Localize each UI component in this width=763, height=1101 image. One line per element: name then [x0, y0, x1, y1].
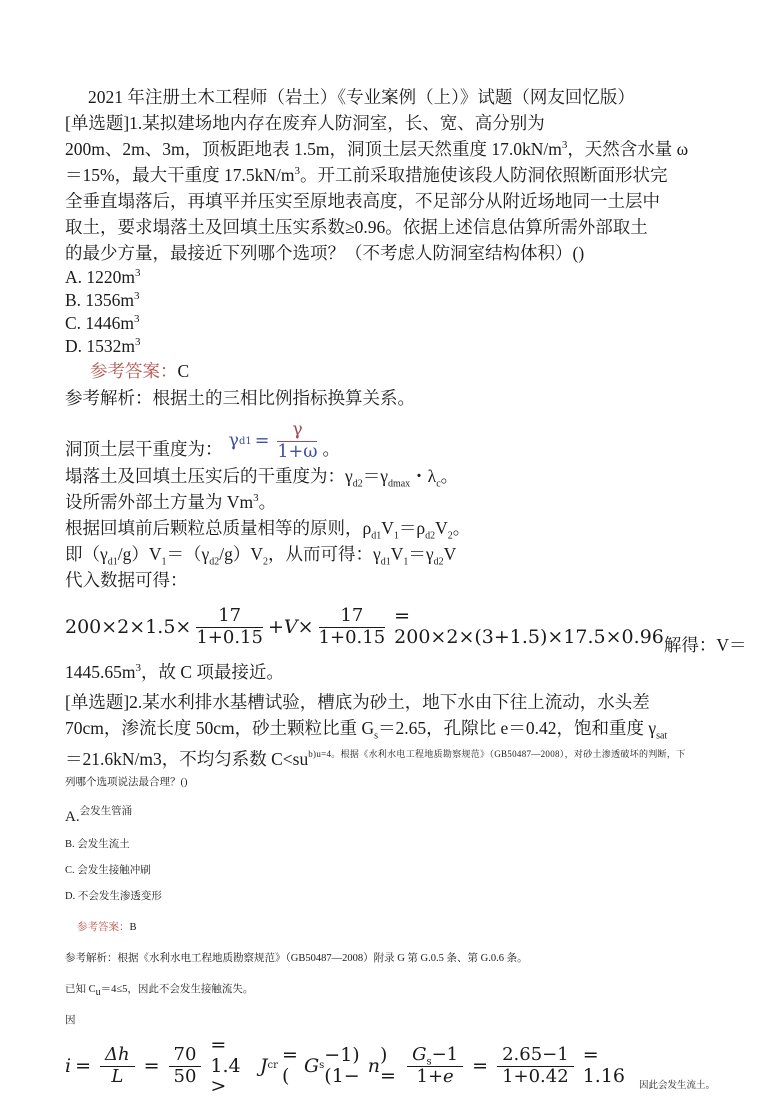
- formula-lead-text: 洞顶土层干重度为：: [65, 439, 223, 459]
- superscript-3: 3: [135, 662, 141, 675]
- equation-conclusion-note: 因此会发生流土。: [638, 1080, 715, 1091]
- q2-analysis-line1: 参考解析：根据《水利水电工程地质勘察规范》（GB50487—2008）附录 G 第 G.0.5 条、第 G.0.6 条。: [65, 953, 528, 964]
- q1-analysis-line2: [65, 463, 715, 489]
- text-run: ＝（γ: [166, 544, 210, 564]
- text-run: 200m、2m、3m，顶板距地表 1.5m，洞顶土层天然重度 17.0kN/m: [65, 139, 562, 159]
- subscript: 1: [393, 530, 399, 542]
- option-text: B. 1356m: [65, 290, 135, 310]
- text-run: ，故 C 项最接近。: [141, 662, 284, 682]
- subscript: d1: [380, 556, 391, 568]
- fraction-numerator: [407, 1043, 463, 1068]
- text-run: ，从而可得：γ: [267, 544, 381, 564]
- q1-option-c: [65, 312, 715, 335]
- q1-analysis-line1: 参考解析：根据土的三相比例指标换算关系。: [65, 388, 415, 408]
- variable-i: i: [65, 1054, 72, 1077]
- option-text: C. 1446m: [65, 313, 135, 333]
- fraction: [407, 1043, 463, 1087]
- fraction: [100, 1043, 135, 1087]
- subscript: 1: [161, 556, 167, 568]
- subscript: sat: [656, 730, 668, 742]
- q2-equation-image: i = $\frac{\Delta h}{L}$ = $\frac{70}{50}$ = 1.4 > J cr = ( G s −1)(1− n ) = $\frac{G_s-1}{1+e}$ = $\frac{2.65-1}{1+0.42}$ = 1.16 因此会发生流土。: [65, 1031, 715, 1101]
- equation-term: = 1.4 >: [210, 1033, 241, 1098]
- q2-option-a: [65, 804, 715, 825]
- q2-stem-line2: [65, 715, 715, 741]
- text-run: /g）V: [219, 544, 263, 564]
- fraction-denominator: [407, 1067, 463, 1087]
- subscript: 2: [262, 556, 268, 568]
- subscript: s: [426, 1056, 432, 1068]
- q2-stem-line4: 列哪个选项说法最合理？(): [65, 777, 188, 788]
- option-text: D. 1532m: [65, 336, 135, 356]
- equals-sign: =: [75, 1054, 91, 1077]
- q1-stem-line4: 全垂直塌落后，再填平并压实至原地表高度，不足部分从附近场地同一土层中: [65, 191, 660, 211]
- variable-j: J: [259, 1054, 268, 1077]
- subscript: d2: [209, 556, 220, 568]
- text-run: 即（γ: [65, 544, 108, 564]
- text-run: ＝ρ: [398, 518, 426, 538]
- superscript-3: 3: [135, 336, 141, 349]
- exam-title: 2021 年注册土木工程师（岩土）《专业案例（上）》试题（网友回忆版）: [88, 87, 635, 107]
- superscript-3: 3: [294, 165, 300, 178]
- text-run: 已知 C: [65, 984, 96, 995]
- fraction-denominator: 1+0.15: [196, 626, 263, 648]
- fraction-numerator: Δh: [100, 1046, 135, 1067]
- equation-term: = 200×2×(3+1.5)×17.5×0.96: [394, 605, 664, 648]
- text-run: 。开工前采取措施使该段人防洞依照断面形状完: [299, 165, 668, 185]
- fraction-numerator: 70: [169, 1046, 202, 1067]
- variable-n: n: [367, 1054, 381, 1077]
- plus-sign: +: [267, 615, 284, 638]
- q1-analysis-line3: [65, 489, 715, 515]
- fraction: [196, 604, 263, 648]
- times-sign: ×: [297, 615, 314, 638]
- q2-stem-line1: [单选题]2.某水利排水基槽试验，槽底为砂土，地下水由下往上流动，水头差: [65, 692, 650, 712]
- q2-option-b: B. 会发生流土: [65, 839, 130, 850]
- q2-option-c: C. 会发生接触冲刷: [65, 865, 151, 876]
- q1-analysis-line4: [65, 515, 715, 541]
- q1-analysis-line6: 代入数据可得：: [65, 570, 188, 590]
- fraction: [277, 421, 317, 461]
- text-run: 设所需外部土方量为 Vm: [65, 492, 254, 512]
- text-run: ＝2.65，孔隙比 e＝0.42，饱和重度 γ: [378, 718, 657, 738]
- superscript-3: 3: [134, 313, 140, 326]
- text-run: 70cm，渗流长度 50cm，砂土颗粒比重 G: [65, 718, 375, 738]
- text-run: V: [443, 544, 457, 564]
- text-run: −1: [431, 1043, 459, 1065]
- q1-stem-line5: 取土，要求塌落土及回填土压实系数≥0.96。依据上述信息估算所需外部取土: [65, 217, 648, 237]
- q2-stem-line3: [65, 741, 715, 772]
- answer-label: 参考答案：: [90, 361, 178, 381]
- fraction-denominator: 1+0.15: [318, 626, 386, 648]
- q1-option-b: [65, 289, 715, 312]
- superscript-3: 3: [134, 290, 140, 303]
- q1-formula-dry-unit-weight: [65, 413, 715, 461]
- q1-stem-line6: 的最少方量，最接近下列哪个选项？（不考虑人防洞室结构体积）(): [65, 243, 585, 263]
- text-run: /g）V: [117, 544, 162, 564]
- q1-analysis-line7: [65, 659, 715, 685]
- variable-v: V: [283, 615, 298, 638]
- text-run: 1445.65m: [65, 662, 136, 682]
- equation-term: −1)(1−: [324, 1044, 360, 1087]
- subscript: 2: [447, 530, 453, 542]
- gamma-symbol: γ: [228, 431, 239, 452]
- q1-option-a: [65, 266, 715, 289]
- text-run: ＝γ: [362, 466, 388, 486]
- fraction-denominator: L: [111, 1065, 124, 1087]
- q1-option-d: [65, 335, 715, 358]
- q2-answer-line: [65, 919, 715, 934]
- subscript: 1: [403, 556, 409, 568]
- solve-result-label: 解得：V＝: [663, 634, 747, 655]
- equation-term: ) =: [380, 1044, 396, 1087]
- text-run: V: [435, 518, 448, 538]
- fraction: [169, 1043, 202, 1087]
- subscript: d1: [371, 530, 382, 542]
- option-letter: A.: [65, 809, 80, 825]
- fraction-numerator: γ: [277, 421, 317, 441]
- q1-stem-line3: [65, 162, 715, 188]
- text-run: V: [390, 544, 404, 564]
- answer-label: 参考答案：: [77, 922, 130, 933]
- subscript: u: [95, 987, 101, 999]
- text-run: ，天然含水量 ω: [567, 139, 689, 159]
- q1-stem-line2: [65, 136, 715, 162]
- answer-value: C: [177, 361, 190, 381]
- variable-e: e: [443, 1065, 454, 1087]
- fraction: [318, 604, 386, 648]
- fraction: [497, 1043, 574, 1087]
- text-run: V: [381, 518, 394, 538]
- text-run: 。: [258, 492, 277, 512]
- superscript-3: 3: [135, 267, 141, 280]
- q2-option-d: D. 不会发生渗透变形: [65, 891, 162, 902]
- text-run: 。: [452, 518, 471, 538]
- fraction-denominator: 50: [173, 1065, 197, 1087]
- subscript: d2: [425, 530, 436, 542]
- text-run: ・λ: [410, 466, 437, 486]
- text-run: 1+: [416, 1065, 444, 1087]
- subscript: c: [436, 478, 441, 490]
- text-run: 根据回填前后颗粒总质量相等的原则，ρ: [65, 518, 372, 538]
- text-run: ＝4≤5，因此不会发生接触流失。: [100, 984, 254, 995]
- superscript-3: 3: [561, 139, 568, 152]
- text-run: 塌落土及回填土压实后的干重度为：γ: [65, 466, 353, 486]
- equals-sign: =: [254, 431, 270, 452]
- fraction-denominator: 1+ω: [277, 441, 318, 462]
- fraction-denominator: 1+0.42: [502, 1065, 569, 1087]
- q1-equation-image: [65, 599, 747, 655]
- text-run: 。: [440, 466, 459, 486]
- q1-answer-line: [65, 358, 715, 385]
- equals-sign: =: [143, 1054, 160, 1077]
- answer-value: B: [129, 922, 137, 933]
- variable-g: G: [303, 1054, 320, 1077]
- subscript: d1: [107, 556, 118, 568]
- q1-analysis-line5: [65, 541, 715, 567]
- fraction-numerator: 17: [196, 607, 263, 628]
- subscript: d2: [352, 478, 363, 490]
- option-text: A. 1220m: [65, 267, 135, 287]
- period: 。: [322, 439, 340, 459]
- broken-markup-superscript: b)u=4。根据《水利水电工程地质勘察规范》（GB50487—2008），对砂土渗透破坏的判断，下: [308, 749, 686, 759]
- formula-image: [229, 421, 323, 461]
- subscript: s: [374, 730, 379, 742]
- text-run: ＝γ: [408, 544, 434, 564]
- equation-term: = (: [281, 1044, 298, 1087]
- superscript-3: 3: [253, 492, 259, 505]
- text-run: ＝21.6kN/m3，不均匀系数 C<su: [65, 749, 309, 769]
- fraction-numerator: 2.65−1: [497, 1046, 574, 1067]
- subscript: d2: [433, 556, 444, 568]
- q2-analysis-known: [65, 981, 715, 999]
- subscript: d1: [238, 435, 252, 447]
- equation-term: 200×2×1.5×: [65, 615, 192, 638]
- equals-sign: =: [472, 1054, 489, 1077]
- q1-stem-line1: [单选题]1.某拟建场地内存在废弃人防洞室，长、宽、高分别为: [65, 113, 545, 133]
- q2-analysis-because: 因: [65, 1015, 76, 1026]
- subscript: dmax: [387, 478, 411, 490]
- option-text: 会发生管涌: [79, 806, 133, 817]
- variable-g: G: [412, 1043, 427, 1065]
- equation-term: = 1.16: [582, 1044, 625, 1087]
- text-run: ＝15%，最大干重度 17.5kN/m: [65, 165, 295, 185]
- fraction-numerator: 17: [319, 607, 386, 628]
